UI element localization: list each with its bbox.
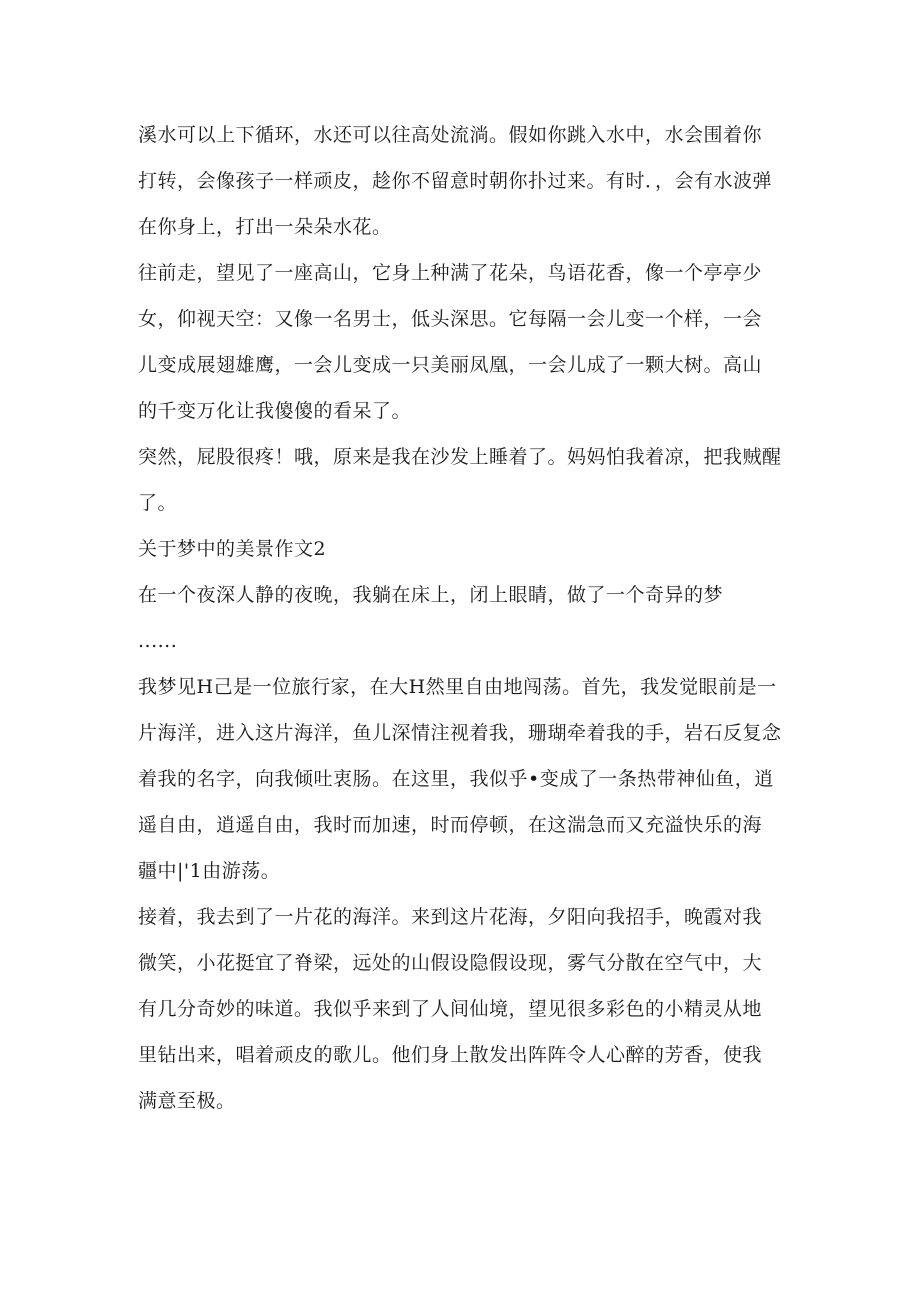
text-line: 接着，我去到了一片花的海洋。来到这片花海，夕阳向我招手，晚霞对我	[138, 906, 763, 928]
text-line: 片海洋，进入这片海洋，鱼儿深情注视着我，珊瑚牵着我的手，岩石反复念	[138, 722, 782, 744]
text-line: 女，仰视天空：又像一名男士，低头深思。它每隔一会儿变一个样，一会	[138, 308, 763, 330]
text-line: 的千变万化让我傻傻的看呆了。	[138, 400, 412, 422]
heading-text: 关于梦中的美景作文2	[138, 538, 327, 560]
text-line: 遥自由，逍遥自由，我时而加速，时而停顿，在这湍急而又充溢快乐的海	[138, 814, 763, 836]
text-line: 在一个夜深人静的夜晚，我躺在床上，闭上眼睛，做了一个奇异的梦	[138, 584, 724, 606]
paragraph-5	[138, 664, 788, 894]
section-heading	[138, 526, 788, 572]
text-line: 突然，屁股很疼！哦，原来是我在沙发上睡着了。妈妈怕我着凉，把我贼醒	[138, 446, 782, 468]
paragraph-3	[138, 434, 788, 526]
text-line: 在你身上，打出一朵朵水花。	[138, 216, 392, 238]
text-line: 疆中|'1由游荡。	[138, 860, 281, 882]
text-line: 有几分奇妙的味道。我似乎来到了人间仙境，望见很多彩色的小精灵从地	[138, 998, 763, 1020]
text-line: 溪水可以上下循环，水还可以往高处流淌。假如你跳入水中，水会围着你	[138, 124, 763, 146]
paragraph-2	[138, 250, 788, 434]
text-line: 微笑，小花挺宜了脊梁，远处的山假设隐假设现，雾气分散在空气中，大	[138, 952, 763, 974]
text-line: 着我的名字，向我倾吐衷肠。在这里，我似乎•变成了一条热带神仙鱼，逍	[138, 768, 774, 790]
text-line: 满意至极。	[138, 1090, 236, 1112]
text-line: 往前走，望见了一座高山，它身上种满了花朵，鸟语花香，像一个亭亭少	[138, 262, 763, 284]
document-body	[138, 112, 788, 1124]
text-line: ......	[138, 630, 178, 652]
text-line: 打转，会像孩子一样顽皮，趁你不留意时朝你扑过来。有时．，会有水波弹	[138, 170, 773, 192]
paragraph-6	[138, 894, 788, 1124]
paragraph-4	[138, 572, 788, 664]
paragraph-1	[138, 112, 788, 250]
text-line: 我梦见H己是一位旅行家，在大H然里自由地闯荡。首先，我发觉眼前是一	[138, 676, 777, 698]
text-line: 儿变成展翅雄鹰，一会儿变成一只美丽凤凰，一会儿成了一颗大树。高山	[138, 354, 763, 376]
text-line: 了。	[138, 492, 178, 514]
text-line: 里钻出来，唱着顽皮的歌儿。他们身上散发出阵阵令人心醉的芳香，使我	[138, 1044, 763, 1066]
